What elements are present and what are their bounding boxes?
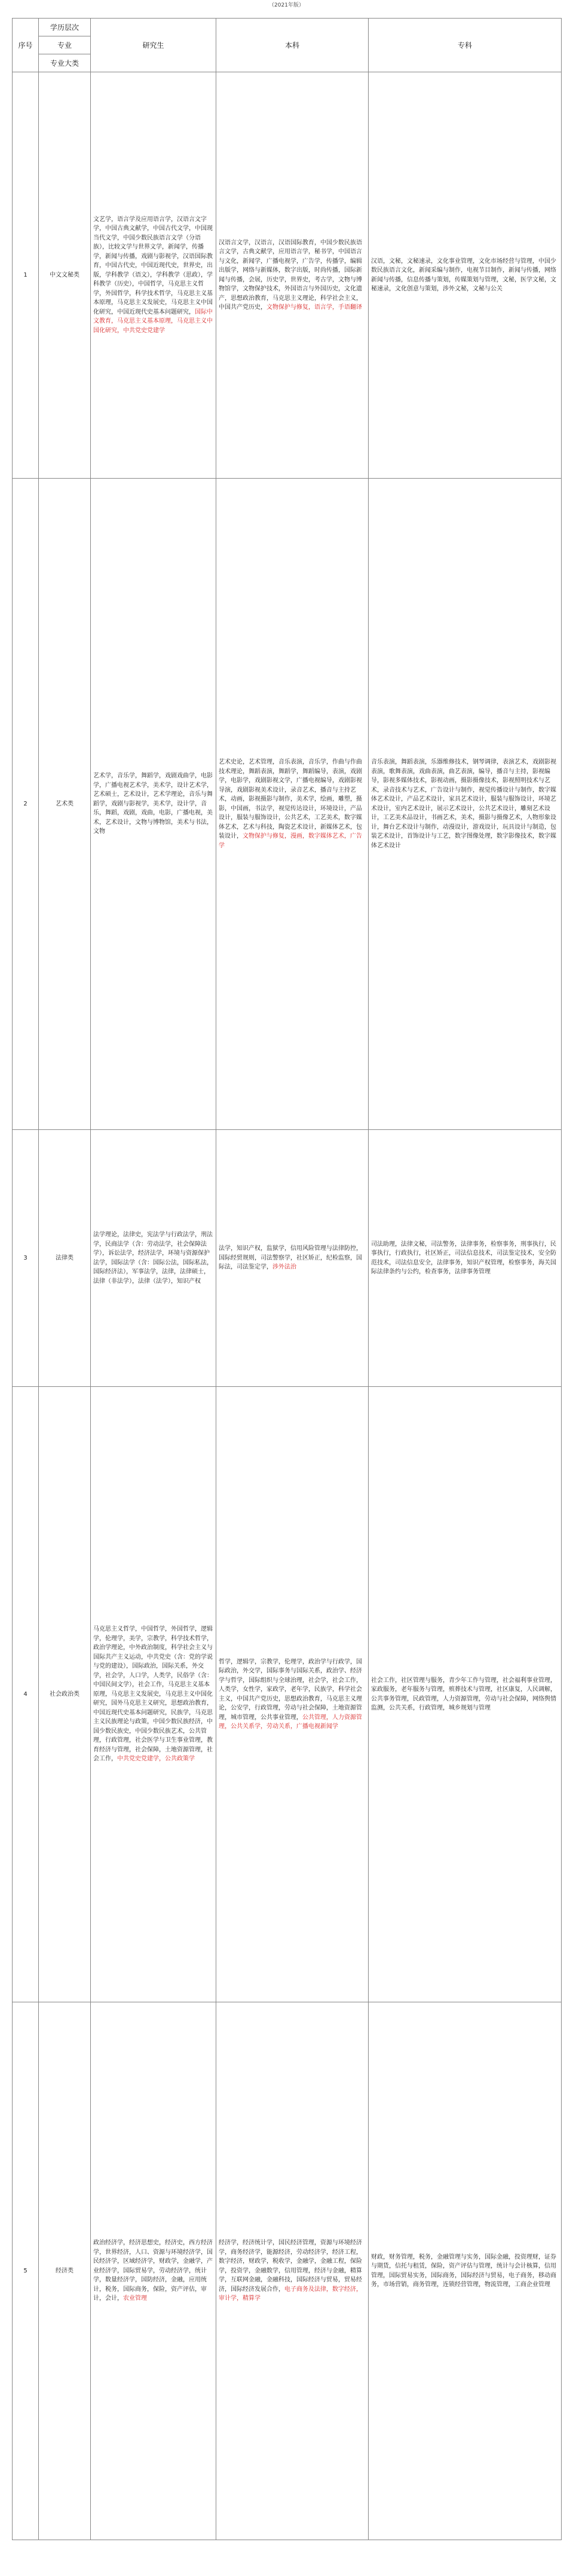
junior-text: 司法助理，法律文秘，司法警务，法律事务，检察事务，刑事执行，民事执行，行政执行，社区矫正，司法信息技术，司法鉴定技术，安全防范技术，司法信息安全，法律事务，知识产权管理，检察事务，海关国际法律条约与公约，检查事务，法律事务管理 [371,1240,556,1275]
junior-majors [369,1387,562,2002]
undergrad-new-majors: 涉外法治 [272,1264,296,1271]
header-no: 序号 [13,19,39,72]
graduate-new-majors: 中共党史党建学，公共政策学 [117,1756,195,1763]
graduate-new-majors: 农业管理 [123,2295,147,2302]
category-name: 社会政治类 [39,1387,91,2002]
junior-majors [369,72,562,479]
undergrad-new-majors: 电子商务及法律，数字经济，审计学，精算学 [219,2286,362,2302]
junior-majors [369,2002,562,2540]
graduate-majors [91,1387,216,2002]
row-number: 2 [13,479,39,1130]
table-row [13,479,562,1130]
category-name: 法律类 [39,1130,91,1387]
row-number: 3 [13,1130,39,1387]
category-name: 艺术类 [39,479,91,1130]
row-number: 5 [13,2002,39,2540]
junior-text: 音乐表演，舞蹈表演，乐器维修技术，钢琴调律，表演艺术，戏剧影视表演，歌舞表演，戏曲表演，曲艺表演，编导，播音与主持，影视编导，影视多媒体技术，影视动画，摄影摄像技术，影视照明技术与艺术，录音技术与艺术，广告设计与制作，视觉传播设计与制作，数字媒体艺术设计，产品艺术设计，家具艺术设计，服装与服饰设计，环境艺术设计，室内艺术设计，展示艺术设计，公共艺术设计，雕刻艺术设计，工艺美术品设计，书画艺术，美术，摄影与摄像艺术，人物形象设计，舞台艺术设计与制作，动漫设计，游戏设计，玩具设计与制造，包装艺术设计，首饰设计与工艺，数字图像处理，数字影像技术，数字媒体艺术设计 [371,759,556,849]
undergrad-text: 法学，知识产权，监狱学，信用风险管理与法律防控，国际经贸规则，司法警察学，社区矫正，纪检监察，国际法，司法鉴定学， [219,1245,362,1271]
header-major: 专业 [39,36,91,54]
junior-text: 财政，财务管理，税务，金融管理与实务，国际金融，投资理财，证券与期货，信托与租赁，保险，资产评估与管理，统计与会计核算，信用管理，国际贸易实务，国际商务，国际经济与贸易，电子商务，移动商务，市场营销，商务管理，连锁经营管理，物流管理，工商企业管理 [371,2253,556,2288]
junior-majors [369,479,562,1130]
undergrad-majors [216,1387,369,2002]
undergrad-text: 汉语言文学，汉语言，汉语国际教育，中国少数民族语言文学，古典文献学，应用语言学，秘书学，中国语言与文化，新闻学，广播电视学，广告学，传播学，编辑出版学，网络与新媒体，数字出版，时尚传播，国际新闻与传播，会展，历史学，世界史，考古学，文物与博物馆学，文物保护技术，外国语言与外国历史，文化遗产，思想政治教育，马克思主义理论，科学社会主义，中国共产党历史， [219,239,362,311]
table-row [13,2002,562,2540]
graduate-majors [91,72,216,479]
junior-majors [369,1130,562,1387]
header-undergrad: 本科 [216,19,369,72]
junior-text: 汉语，文秘，文秘速录，文化事业管理，文化市场经营与管理，中国少数民族语言文化，新闻采编与制作，电视节目制作，新闻与传播，网络新闻与传播，信息传播与策划，传媒策划与管理，文秘，医学文秘，文秘速录，文化创意与策划，涉外文秘，文秘与公关 [371,258,556,292]
graduate-majors [91,2002,216,2540]
undergrad-majors [216,72,369,479]
undergrad-text: 哲学，逻辑学，宗教学，伦理学，政治学与行政学，国际政治，外交学，国际事务与国际关系，政治学、经济学与哲学，国际组织与全球治理，社会学，社会工作，人类学，女性学，家政学，老年学，民族学，科学社会主义，中国共产党历史，思想政治教育，马克思主义理论，公安学，行政管理，劳动与社会保障，土地资源管理，城市管理，公共事业管理， [219,1658,362,1721]
row-number: 1 [13,72,39,479]
category-name: 中文文秘类 [39,72,91,479]
graduate-majors [91,479,216,1130]
table-row [13,1130,562,1387]
table-row [13,72,562,479]
graduate-text: 艺术学，音乐学，舞蹈学，戏剧戏曲学，电影学，广播电视艺术学，美术学，设计艺术学，艺术硕士，艺术设计，艺术学理论，音乐与舞蹈学，戏剧与影视学，美术学，设计学，音乐，舞蹈，戏剧，戏曲，电影，广播电视，美术，艺术设计，文物与博物馆，美术与书法，文物 [93,773,213,835]
undergrad-text: 艺术史论，艺术管理，音乐表演，音乐学，作曲与作曲技术理论，舞蹈表演，舞蹈学，舞蹈编导，表演，戏剧学，电影学，戏剧影视文学，广播电视编导，戏剧影视导演，戏剧影视美术设计，录音艺术，播音与主持艺术，动画，影视摄影与制作，美术学，绘画，雕塑，摄影，中国画，书法学，视觉传达设计，环境设计，产品设计，服装与服饰设计，公共艺术，工艺美术，数字媒体艺术，艺术与科技，陶瓷艺术设计，新媒体艺术，包装设计， [219,759,362,840]
graduate-new-majors: 国际中文教育，马克思主义基本原理，马克思主义中国化研究，中共党史党建学 [93,308,213,334]
undergrad-text: 经济学，经济统计学，国民经济管理，资源与环境经济学，商务经济学，能源经济，劳动经济学，经济工程，数字经济，财政学，税收学，金融学，金融工程，保险学，投资学，金融数学，信用管理，经济与金融，精算学，互联网金融，金融科技，国际经济与贸易，贸易经济，国际经济发展合作， [219,2240,362,2293]
header-junior: 专科 [369,19,562,72]
table-row [13,1387,562,2002]
header-graduate: 研究生 [91,19,216,72]
graduate-text: 文艺学，语言学及应用语言学，汉语言文字学，中国古典文献学，中国古代文学，中国现当代文学，中国少数民族语言文学（分语族），比较文学与世界文学，新闻学，传播学，新闻与传播，戏剧与影视学，汉语国际教育，中国古代史，中国近现代史，世界史，出版，学科教学（语文），学科教学（思政），学科教学（历史），中国哲学，马克思主义哲学，外国哲学，科学技术哲学，马克思主义基本原理，马克思主义发展史，马克思主义中国化研究，中国近现代史基本问题研究， [93,216,213,316]
undergrad-majors [216,479,369,1130]
graduate-text: 政治经济学，经济思想史，经济史，西方经济学，世界经济，人口、资源与环境经济学，国民经济学，区域经济学，财政学，金融学，产业经济学，国际贸易学，劳动经济学，统计学，数量经济学，国防经济，金融，应用统计，税务，国际商务，保险，资产评估，审计，会计， [93,2240,213,2302]
category-name: 经济类 [39,2002,91,2540]
row-number: 4 [13,1387,39,2002]
graduate-text: 法学理论，法律史，宪法学与行政法学，刑法学，民商法学（含：劳动法学，社会保障法学），诉讼法学，经济法学，环境与资源保护法学，国际法学（含：国际公法，国际私法，国际经济法），军事法学，法律，法律硕士，法律（非法学），法律（法学），知识产权 [93,1232,213,1285]
undergrad-new-majors: 文物保护与修复，漫画，数字媒体艺术，广告学 [219,833,362,849]
undergrad-majors [216,2002,369,2540]
header-level: 学历层次 [39,19,91,36]
major-catalog-table [12,18,562,2540]
junior-text: 社会工作，社区管理与服务，青少年工作与管理，社会福利事业管理，家政服务，老年服务与管理，殡葬技术与管理，社区康复，人民调解，公共事务管理，民政管理，人力资源管理，劳动与社会保障，网络舆情监测，公共关系，行政管理，城乡规划与管理 [371,1677,556,1711]
undergrad-new-majors: 公共管理，人力资源管理，公共关系学，劳动关系，广播电视新闻学 [219,1714,362,1730]
undergrad-new-majors: 文物保护与修复，语言学，手语翻译 [266,304,362,311]
header-category: 专业大类 [39,54,91,72]
undergrad-majors [216,1130,369,1387]
graduate-text: 马克思主义哲学，中国哲学，外国哲学，逻辑学，伦理学，美学，宗教学，科学技术哲学，政治学理论，中外政治制度，科学社会主义与国际共产主义运动，中共党史（含：党的学说与党的建设），国际政治，国际关系，外交学，社会学，人口学，人类学，民俗学（含：中国民间文学），社会工作，马克思主义基本原理，马克思主义发展史，马克思主义中国化研究，国外马克思主义研究，思想政治教育，中国近现代史基本问题研究，民族学，马克思主义民族理论与政策，中国少数民族经济，中国少数民族史，中国少数民族艺术，公共管理，行政管理，社会医学与卫生事业管理，教育经济与管理，社会保障，土地资源管理，社会工作， [93,1626,213,1763]
document-title: （2021年版） [269,2,304,8]
graduate-majors [91,1130,216,1387]
